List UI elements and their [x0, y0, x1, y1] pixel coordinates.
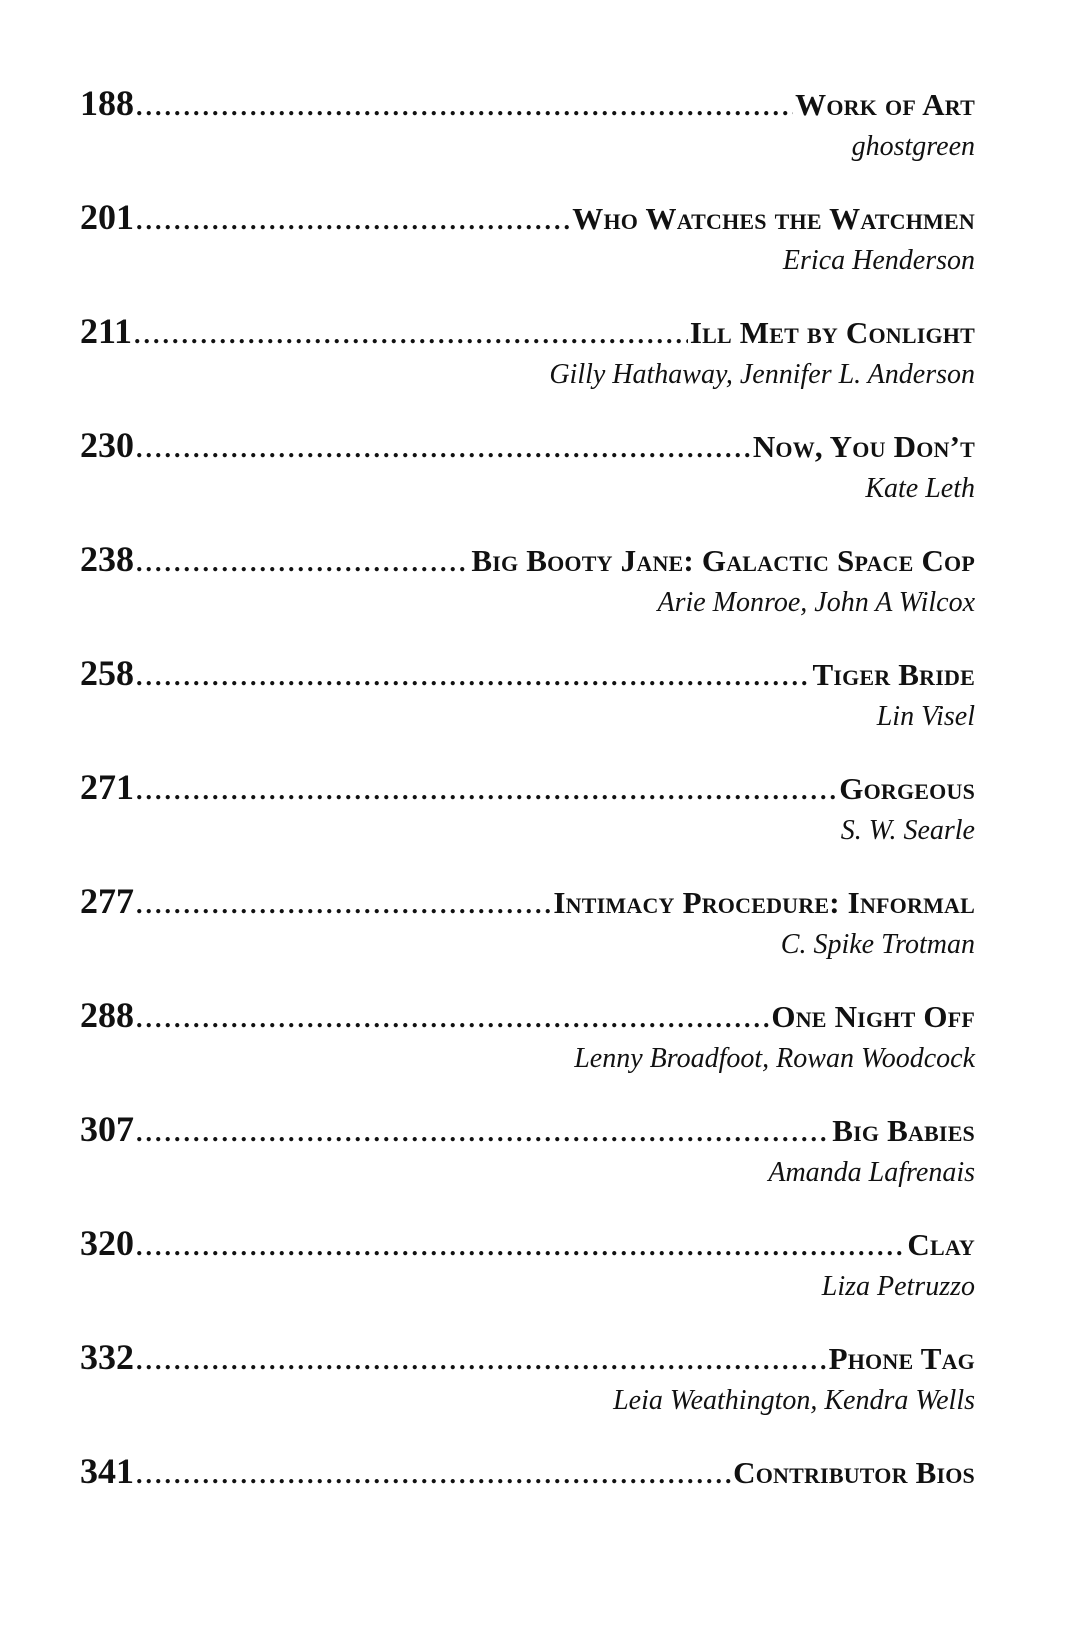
- page-number: 320: [80, 1223, 134, 1263]
- story-title: One Night Off: [771, 999, 975, 1034]
- story-author: C. Spike Trotman: [780, 929, 975, 960]
- page-number: 258: [80, 653, 134, 693]
- dot-leader: [136, 1460, 731, 1490]
- toc-line: [80, 1108, 975, 1154]
- toc-entry[interactable]: [80, 310, 975, 424]
- toc-line: [80, 82, 975, 128]
- page-number: 341: [80, 1451, 134, 1491]
- story-title: Intimacy Procedure: Informal: [553, 885, 975, 920]
- table-of-contents: [80, 82, 975, 1564]
- story-title: Ill Met by Conlight: [689, 315, 975, 350]
- story-author: Kate Leth: [865, 473, 975, 504]
- story-title: Big Booty Jane: Galactic Space Cop: [471, 543, 975, 578]
- toc-entry[interactable]: [80, 1108, 975, 1222]
- page-number: 271: [80, 767, 134, 807]
- story-author: Erica Henderson: [782, 245, 975, 276]
- dot-leader: [136, 890, 551, 920]
- story-author: Amanda Lafrenais: [768, 1157, 975, 1188]
- story-title: Tiger Bride: [812, 657, 975, 692]
- toc-entry[interactable]: [80, 82, 975, 196]
- toc-entry[interactable]: [80, 1336, 975, 1450]
- toc-line: [80, 994, 975, 1040]
- story-author: Arie Monroe, John A Wilcox: [657, 587, 975, 618]
- page-number: 188: [80, 83, 134, 123]
- story-title: Gorgeous: [839, 771, 975, 806]
- story-title: Big Babies: [832, 1113, 975, 1148]
- toc-line: [80, 310, 975, 356]
- toc-line: [80, 196, 975, 242]
- toc-entry[interactable]: [80, 538, 975, 652]
- story-title: Work of Art: [795, 87, 975, 122]
- toc-line: [80, 424, 975, 470]
- story-title: Who Watches the Watchmen: [572, 201, 975, 236]
- toc-line: [80, 766, 975, 812]
- story-title: Clay: [907, 1227, 975, 1262]
- story-author: Liza Petruzzo: [821, 1271, 975, 1302]
- page-number: 211: [80, 311, 133, 351]
- story-title: Phone Tag: [828, 1341, 975, 1376]
- dot-leader: [134, 320, 688, 350]
- toc-entry[interactable]: [80, 994, 975, 1108]
- toc-entry[interactable]: [80, 196, 975, 310]
- toc-line: [80, 1222, 975, 1268]
- story-author: Lin Visel: [876, 701, 975, 732]
- story-author: Leia Weathington, Kendra Wells: [613, 1385, 975, 1416]
- dot-leader: [136, 434, 751, 464]
- dot-leader: [136, 776, 837, 806]
- dot-leader: [136, 1004, 769, 1034]
- toc-line: [80, 652, 975, 698]
- story-author: Lenny Broadfoot, Rowan Woodcock: [574, 1043, 975, 1074]
- page-number: 230: [80, 425, 134, 465]
- toc-entry[interactable]: [80, 1450, 975, 1564]
- toc-entry[interactable]: [80, 766, 975, 880]
- dot-leader: [136, 548, 469, 578]
- page-number: 307: [80, 1109, 134, 1149]
- toc-line: [80, 538, 975, 584]
- toc-entry[interactable]: [80, 1222, 975, 1336]
- story-author: Gilly Hathaway, Jennifer L. Anderson: [549, 359, 975, 390]
- page-number: 332: [80, 1337, 134, 1377]
- page-number: 238: [80, 539, 134, 579]
- story-author: ghostgreen: [851, 131, 975, 162]
- page-number: 277: [80, 881, 134, 921]
- dot-leader: [136, 662, 810, 692]
- story-title: Contributor Bios: [733, 1455, 975, 1490]
- toc-line: [80, 1336, 975, 1382]
- story-title: Now, You Don’t: [752, 429, 975, 464]
- toc-line: [80, 1450, 975, 1496]
- dot-leader: [136, 1232, 905, 1262]
- page-number: 288: [80, 995, 134, 1035]
- dot-leader: [136, 1346, 827, 1376]
- dot-leader: [136, 206, 570, 236]
- story-author: S. W. Searle: [840, 815, 975, 846]
- toc-entry[interactable]: [80, 652, 975, 766]
- dot-leader: [136, 1118, 830, 1148]
- toc-entry[interactable]: [80, 880, 975, 994]
- toc-line: [80, 880, 975, 926]
- toc-entry[interactable]: [80, 424, 975, 538]
- page-number: 201: [80, 197, 134, 237]
- dot-leader: [136, 92, 793, 122]
